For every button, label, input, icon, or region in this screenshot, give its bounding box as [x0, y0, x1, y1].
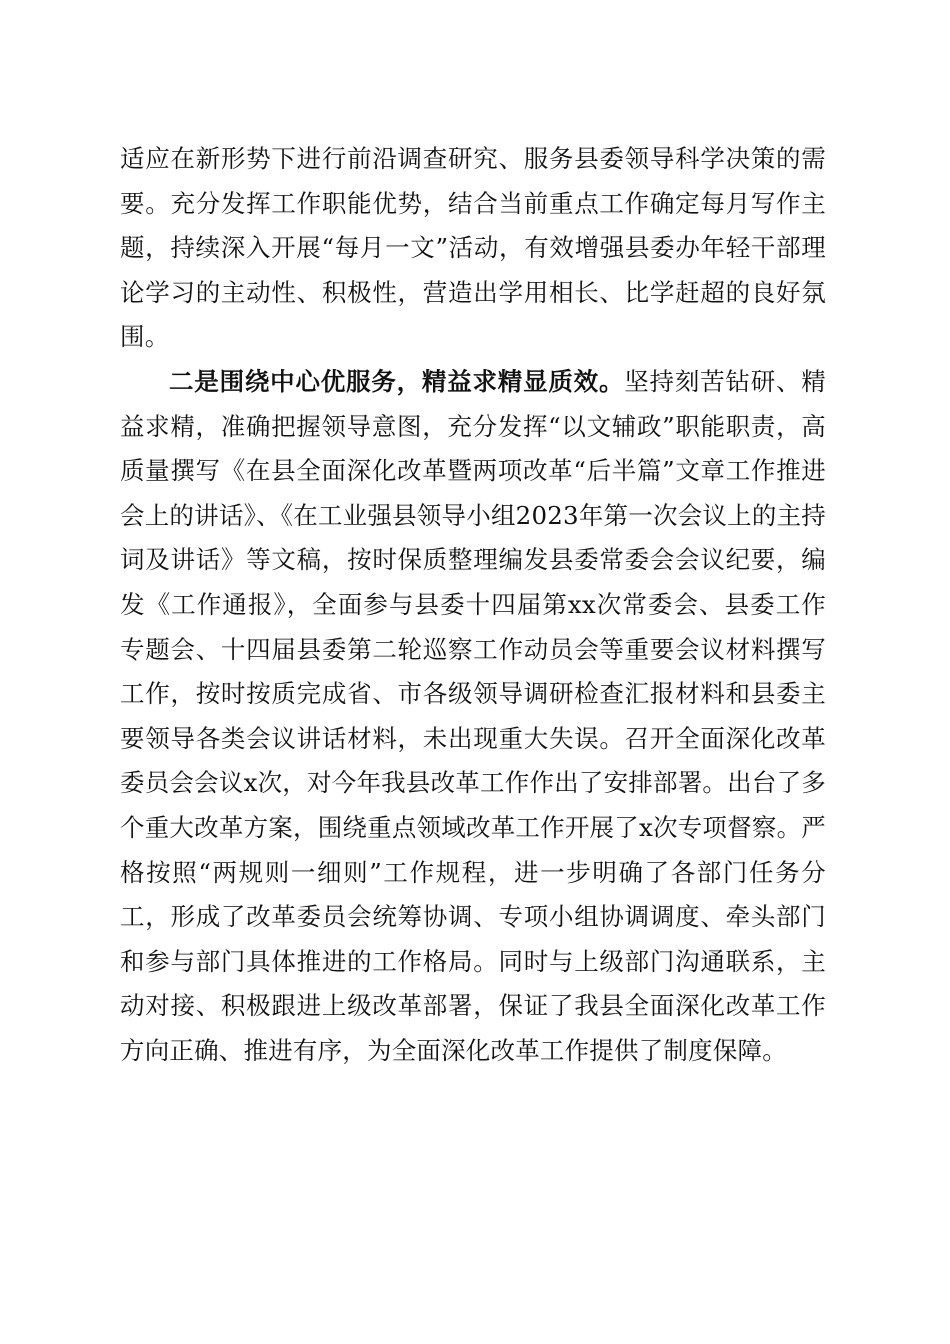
paragraph-section-two	[120, 360, 826, 1074]
section-heading-inline: 二是围绕中心优服务，精益求精显质效。	[169, 366, 625, 396]
document-page	[120, 137, 826, 1073]
section-body: 坚持刻苦钻研、精益求精，准确把握领导意图，充分发挥“以文辅政”职能职责，高质量撰写《在县全面深化改革暨两项改革“后半篇”文章工作推进会上的讲话》、《在工业强县领导小组2023年第一次会议上的主持词及讲话》等文稿，按时保质整理编发县委常委会会议纪要，编发《工作通报》，全面参与县委十四届第xx次常委会、县委工作专题会、十四届县委第二轮巡察工作动员会等重要会议材料撰写工作，按时按质完成省、市各级领导调研检查汇报材料和县委主要领导各类会议讲话材料，未出现重大失误。召开全面深化改革委员会会议x次，对今年我县改革工作作出了安排部署。出台了多个重大改革方案，围绕重点领域改革工作开展了x次专项督察。严格按照“两规则一细则”工作规程，进一步明确了各部门任务分工，形成了改革委员会统筹协调、专项小组协调调度、牵头部门和参与部门具体推进的工作格局。同时与上级部门沟通联系，主动对接、积极跟进上级改革部署，保证了我县全面深化改革工作方向正确、推进有序，为全面深化改革工作提供了制度保障。	[120, 366, 826, 1065]
paragraph-continuation: 适应在新形势下进行前沿调查研究、服务县委领导科学决策的需要。充分发挥工作职能优势，结合当前重点工作确定每月写作主题，持续深入开展“每月一文”活动，有效增强县委办年轻干部理论学习的主动性、积极性，营造出学用相长、比学赶超的良好氛围。	[120, 144, 826, 352]
